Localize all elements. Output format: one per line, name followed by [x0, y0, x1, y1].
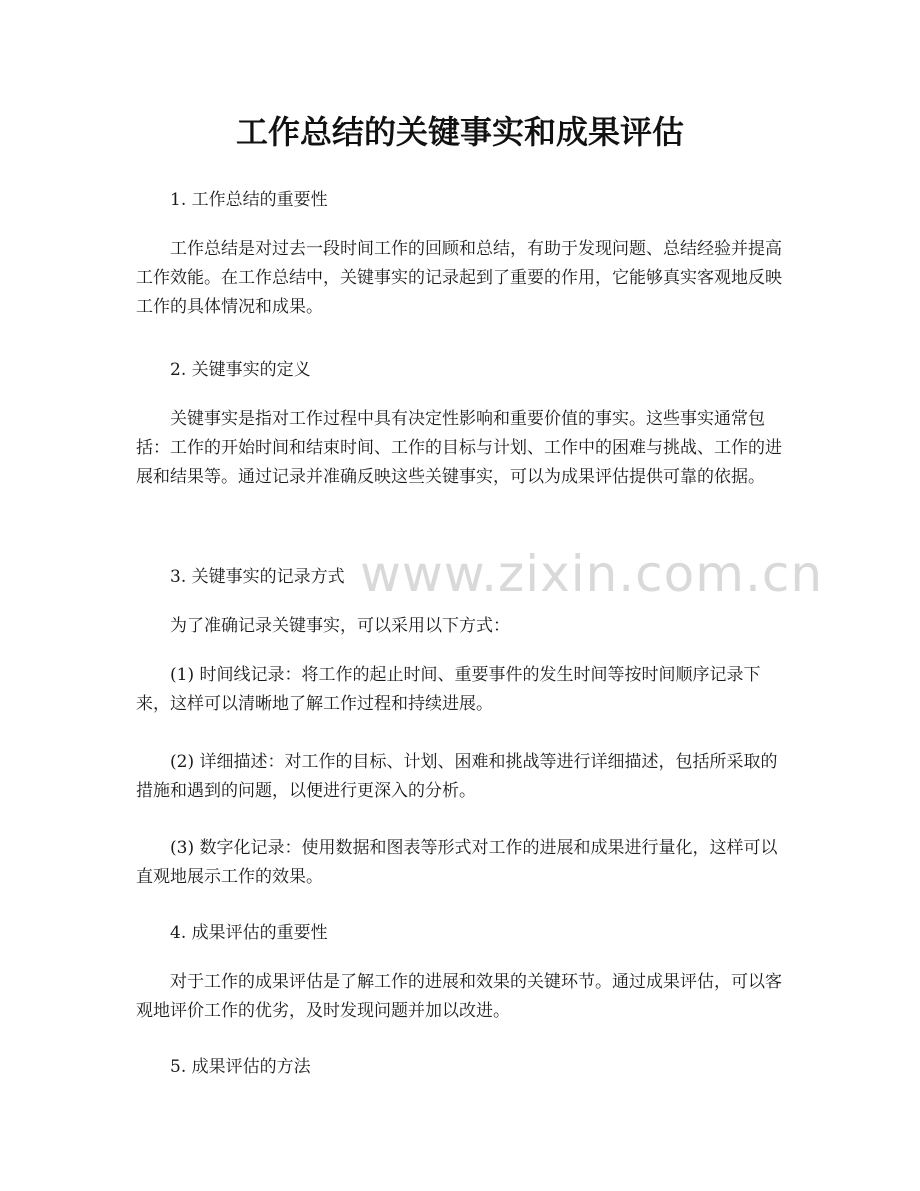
paragraph-4: 对于工作的成果评估是了解工作的进展和效果的关键环节。通过成果评估，可以客观地评价工作的优劣，及时发现问题并加以改进。 [136, 972, 782, 1021]
document-title: 工作总结的关键事实和成果评估 [235, 113, 684, 151]
list-item-timeline: (1) 时间线记录：将工作的起止时间、重要事件的发生时间等按时间顺序记录下来，这样可以清晰地了解工作过程和持续进展。 [136, 665, 761, 714]
section-heading-5: 5. 成果评估的方法 [170, 1057, 311, 1077]
paragraph-2: 关键事实是指对工作过程中具有决定性影响和重要价值的事实。这些事实通常包括：工作的开始时间和结束时间、工作的目标与计划、工作中的困难与挑战、工作的进展和结果等。通过记录并准确反映这些关键事实，可以为成果评估提供可靠的依据。 [136, 409, 782, 487]
section-heading-3: 3. 关键事实的记录方式 [170, 567, 345, 587]
watermark: www.zixin.com.cn [360, 545, 824, 603]
list-item-detailed-description: (2) 详细描述：对工作的目标、计划、困难和挑战等进行详细描述，包括所采取的措施和遇到的问题，以便进行更深入的分析。 [136, 752, 778, 801]
paragraph-3: 为了准确记录关键事实，可以采用以下方式： [170, 616, 510, 636]
section-heading-1: 1. 工作总结的重要性 [170, 190, 328, 210]
list-item-digital-record: (3) 数字化记录：使用数据和图表等形式对工作的进展和成果进行量化，这样可以直观地展示工作的效果。 [136, 838, 778, 887]
section-heading-2: 2. 关键事实的定义 [170, 360, 311, 380]
section-heading-4: 4. 成果评估的重要性 [170, 923, 328, 943]
paragraph-1: 工作总结是对过去一段时间工作的回顾和总结，有助于发现问题、总结经验并提高工作效能。在工作总结中，关键事实的记录起到了重要的作用，它能够真实客观地反映工作的具体情况和成果。 [136, 239, 782, 317]
